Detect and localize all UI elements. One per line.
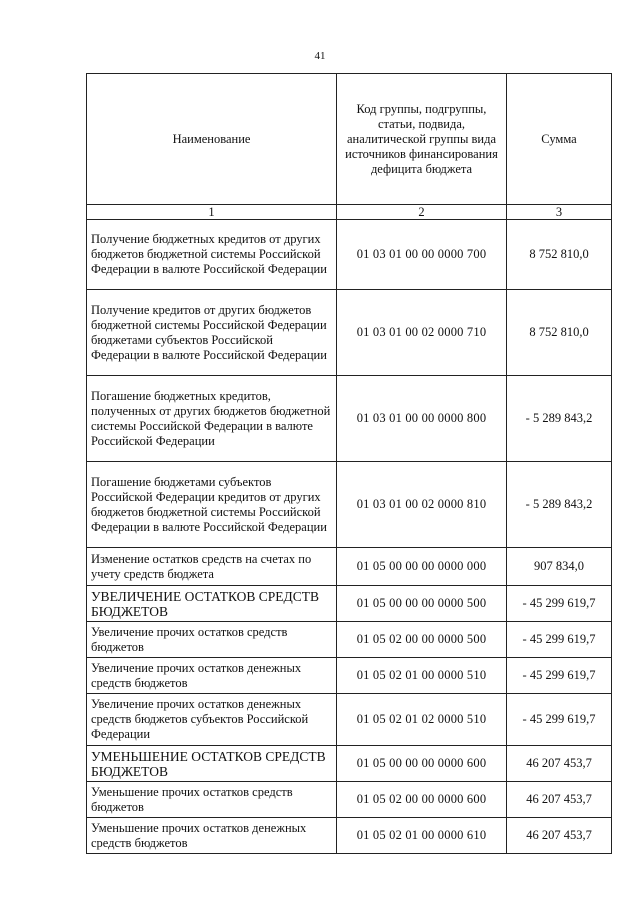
row-code: 01 03 01 00 02 0000 810 [337,462,507,548]
column-index-2: 2 [337,205,507,220]
budget-sources-table [86,73,612,854]
header-sum: Сумма [507,74,612,205]
row-code: 01 05 02 01 02 0000 510 [337,694,507,746]
row-name: Уменьшение прочих остатков средств бюджетов [87,782,337,818]
table-row [87,462,612,548]
header-code: Код группы, подгруппы, статьи, подвида, аналитической группы вида источников финансирования дефицита бюджета [337,74,507,205]
table-row [87,548,612,586]
table-row [87,586,612,622]
column-index-row [87,205,612,220]
row-name: Изменение остатков средств на счетах по учету средств бюджета [87,548,337,586]
row-sum: - 45 299 619,7 [507,658,612,694]
row-code: 01 05 02 00 00 0000 600 [337,782,507,818]
table-row [87,658,612,694]
table-row [87,376,612,462]
row-sum: 46 207 453,7 [507,818,612,854]
column-index-3: 3 [507,205,612,220]
table-row [87,694,612,746]
row-sum: - 5 289 843,2 [507,376,612,462]
page-number: 41 [314,50,326,62]
row-code: 01 03 01 00 00 0000 700 [337,220,507,290]
row-sum: - 45 299 619,7 [507,586,612,622]
row-name: Погашение бюджетами субъектов Российской Федерации кредитов от других бюджетов бюджетной системы Российской Федерации в валюте Российской Федерации [87,462,337,548]
row-sum: 46 207 453,7 [507,782,612,818]
row-code: 01 05 02 00 00 0000 500 [337,622,507,658]
row-sum: - 45 299 619,7 [507,694,612,746]
row-sum: - 5 289 843,2 [507,462,612,548]
row-name: Получение кредитов от других бюджетов бюджетной системы Российской Федерации бюджетами субъектов Российской Федерации в валюте Российской Федерации [87,290,337,376]
row-code: 01 03 01 00 02 0000 710 [337,290,507,376]
row-name: УВЕЛИЧЕНИЕ ОСТАТКОВ СРЕДСТВ БЮДЖЕТОВ [87,586,337,622]
row-code: 01 03 01 00 00 0000 800 [337,376,507,462]
row-code: 01 05 02 01 00 0000 610 [337,818,507,854]
table-row [87,746,612,782]
row-code: 01 05 00 00 00 0000 000 [337,548,507,586]
table-row [87,782,612,818]
row-sum: 46 207 453,7 [507,746,612,782]
row-sum: 8 752 810,0 [507,290,612,376]
row-name: Увеличение прочих остатков денежных средств бюджетов субъектов Российской Федерации [87,694,337,746]
row-sum: 8 752 810,0 [507,220,612,290]
table-row [87,220,612,290]
row-code: 01 05 00 00 00 0000 600 [337,746,507,782]
row-name: Увеличение прочих остатков средств бюджетов [87,622,337,658]
row-code: 01 05 00 00 00 0000 500 [337,586,507,622]
column-index-1: 1 [87,205,337,220]
row-name: УМЕНЬШЕНИЕ ОСТАТКОВ СРЕДСТВ БЮДЖЕТОВ [87,746,337,782]
table-row [87,818,612,854]
header-name: Наименование [87,74,337,205]
table-row [87,622,612,658]
row-name: Погашение бюджетных кредитов, полученных от других бюджетов бюджетной системы Российской Федерации в валюте Российской Федерации [87,376,337,462]
row-code: 01 05 02 01 00 0000 510 [337,658,507,694]
table-row [87,290,612,376]
row-sum: - 45 299 619,7 [507,622,612,658]
row-name: Получение бюджетных кредитов от других бюджетов бюджетной системы Российской Федерации в валюте Российской Федерации [87,220,337,290]
row-name: Увеличение прочих остатков денежных средств бюджетов [87,658,337,694]
row-sum: 907 834,0 [507,548,612,586]
table-header-row [87,74,612,205]
row-name: Уменьшение прочих остатков денежных средств бюджетов [87,818,337,854]
